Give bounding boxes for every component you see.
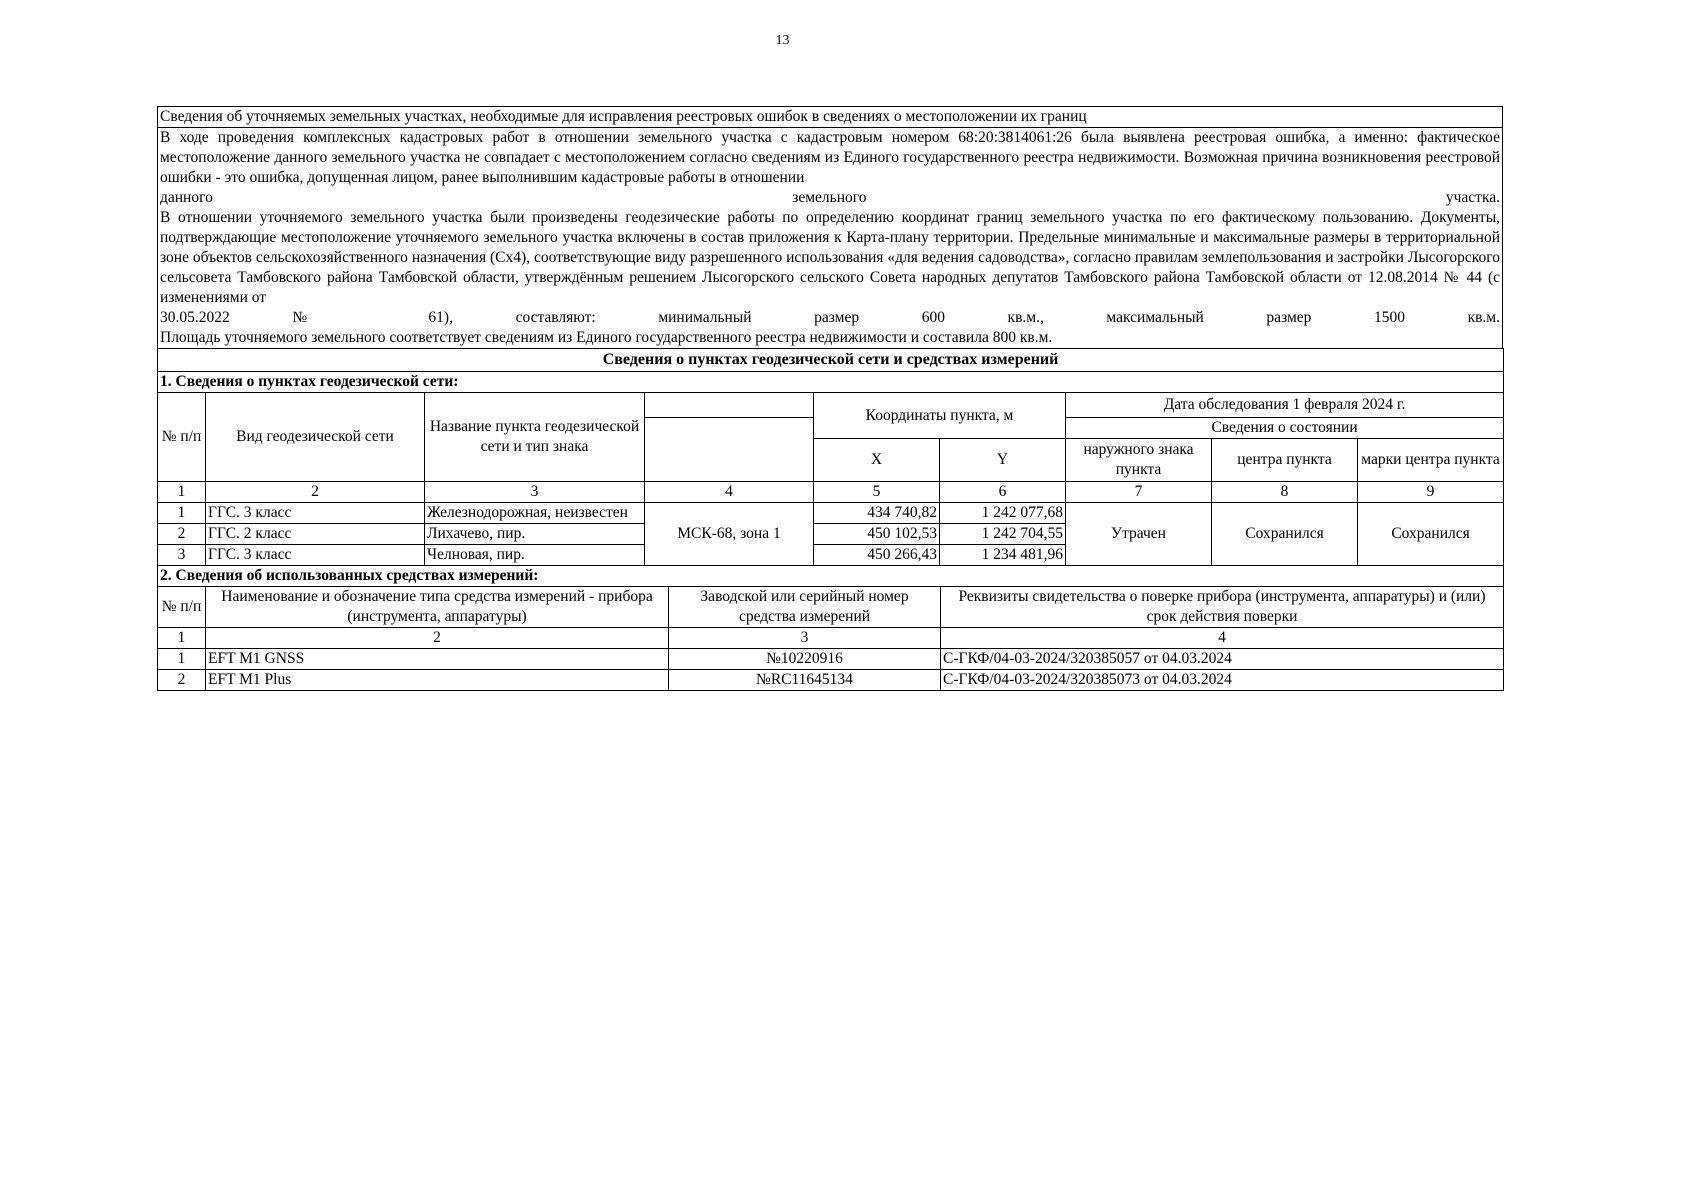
instr-header-cert: Реквизиты свидетельства о поверке прибора (инструмента, аппаратуры) и (или) срок действия поверки (941, 587, 1504, 628)
instr-col-numbers-row (158, 628, 1504, 649)
instr-row-num: 2 (158, 670, 206, 691)
instr-row-cert: С-ГКФ/04-03-2024/320385057 от 04.03.2024 (941, 649, 1504, 670)
geodetic-section-1: 1. Сведения о пунктах геодезической сети: (158, 372, 1504, 393)
info-paragraph-2-tail: 30.05.2022 № 61), составляют: минимальный размер 600 кв.м., максимальный размер 1500 кв.м. (160, 309, 1500, 326)
col-number: 5 (814, 482, 940, 503)
col-header-coords: Координаты пункта, м (814, 393, 1066, 439)
row-num: 3 (158, 545, 206, 566)
info-paragraph-1: В ходе проведения комплексных кадастровых работ в отношении земельного участка с кадастровым номером 68:20:3814061:26 была выявлена реестровая ошибка, а именно: фактическое местоположение данного земельного участка не совпадает с местоположением согласно сведениям из Единого государственного реестра недвижимости. Возможная причина возникновения реестровой ошибки - это ошибка, допущенная лицом, ранее выполнившим кадастровые работы в отношении (160, 129, 1500, 186)
geodetic-title: Сведения о пунктах геодезической сети и средствах измерений (158, 349, 1504, 372)
instr-header-serial: Заводской или серийный номер средства измерений (669, 587, 941, 628)
state-center: Сохранился (1212, 503, 1358, 566)
row-num: 2 (158, 524, 206, 545)
col-number: 8 (1212, 482, 1358, 503)
instr-row-name: EFT M1 Plus (206, 670, 669, 691)
row-type: ГГС. 3 класс (206, 545, 425, 566)
document-body (157, 106, 1503, 691)
row-name: Челновая, пир. (425, 545, 645, 566)
col-header-num: № п/п (158, 393, 206, 482)
instr-row-cert: С-ГКФ/04-03-2024/320385073 от 04.03.2024 (941, 670, 1504, 691)
row-y: 1 234 481,96 (940, 545, 1066, 566)
col-number: 1 (158, 482, 206, 503)
col-header-y: Y (940, 439, 1066, 482)
table-row (158, 670, 1504, 691)
row-type: ГГС. 2 класс (206, 524, 425, 545)
col-number: 2 (206, 628, 669, 649)
instr-row-serial: №RC11645134 (669, 670, 941, 691)
page-number: 13 (775, 33, 790, 48)
col-header-center: центра пункта (1212, 439, 1358, 482)
col-header-state: Сведения о состоянии (1066, 418, 1504, 439)
col-header-outer: наружного знака пункта (1066, 439, 1212, 482)
instr-row-num: 1 (158, 649, 206, 670)
coordinate-system: МСК-68, зона 1 (645, 503, 814, 566)
info-paragraph-1-tail: данного земельного участка. (160, 189, 1500, 206)
geodetic-table (157, 348, 1504, 566)
col-number: 3 (669, 628, 941, 649)
info-table (157, 106, 1503, 349)
instruments-section-2: 2. Сведения об использованных средствах измерений: (158, 566, 1504, 587)
col-header-name: Название пункта геодезической сети и тип знака (425, 393, 645, 482)
state-mark: Сохранился (1358, 503, 1504, 566)
col-number: 9 (1358, 482, 1504, 503)
col-number: 3 (425, 482, 645, 503)
row-name: Железнодорожная, неизвестен (425, 503, 645, 524)
col-header-x: X (814, 439, 940, 482)
instruments-table (157, 565, 1504, 691)
row-num: 1 (158, 503, 206, 524)
col-header-date: Дата обследования 1 февраля 2024 г. (1066, 393, 1504, 418)
info-paragraphs (158, 128, 1503, 349)
row-x: 450 102,53 (814, 524, 940, 545)
col-number: 1 (158, 628, 206, 649)
row-y: 1 242 704,55 (940, 524, 1066, 545)
col-header-system (645, 418, 814, 482)
info-paragraph-2: В отношении уточняемого земельного участка были произведены геодезические работы по определению координат границ земельного участка по его фактическому пользованию. Документы, подтверждающие местоположение уточняемого земельного участка включены в состав приложения к Карта-плану территории. Предельные минимальные и максимальные размеры в территориальной зоне объектов сельскохозяйственного назначения (Сх4), соответствующие виду разрешенного использования «для ведения садоводства», согласно правилам землепользования и застройки Лысогорского сельсовета Тамбовского района Тамбовской области, утверждённым решением Лысогорского сельского Совета народных депутатов Тамбовского района Тамбовской области от 12.08.2014 № 44 (с изменениями от (160, 209, 1500, 306)
col-header-mark: марки центра пункта (1358, 439, 1504, 482)
state-outer: Утрачен (1066, 503, 1212, 566)
col-number: 4 (941, 628, 1504, 649)
row-name: Лихачево, пир. (425, 524, 645, 545)
table-row (158, 503, 1504, 524)
row-x: 450 266,43 (814, 545, 940, 566)
instr-row-name: EFT M1 GNSS (206, 649, 669, 670)
col-numbers-row (158, 482, 1504, 503)
info-paragraph-3: Площадь уточняемого земельного соответствует сведениям из Единого государственного реестра недвижимости и составила 800 кв.м. (160, 329, 1053, 346)
table-row (158, 649, 1504, 670)
col-number: 7 (1066, 482, 1212, 503)
info-header: Сведения об уточняемых земельных участках, необходимые для исправления реестровых ошибок в сведениях о местоположении их границ (158, 107, 1503, 128)
instr-header-name: Наименование и обозначение типа средства измерений - прибора (инструмента, аппаратуры) (206, 587, 669, 628)
instr-row-serial: №10220916 (669, 649, 941, 670)
col-header-system-top (645, 393, 814, 418)
row-x: 434 740,82 (814, 503, 940, 524)
instr-header-num: № п/п (158, 587, 206, 628)
row-type: ГГС. 3 класс (206, 503, 425, 524)
col-number: 2 (206, 482, 425, 503)
col-header-type: Вид геодезической сети (206, 393, 425, 482)
col-number: 4 (645, 482, 814, 503)
col-number: 6 (940, 482, 1066, 503)
row-y: 1 242 077,68 (940, 503, 1066, 524)
